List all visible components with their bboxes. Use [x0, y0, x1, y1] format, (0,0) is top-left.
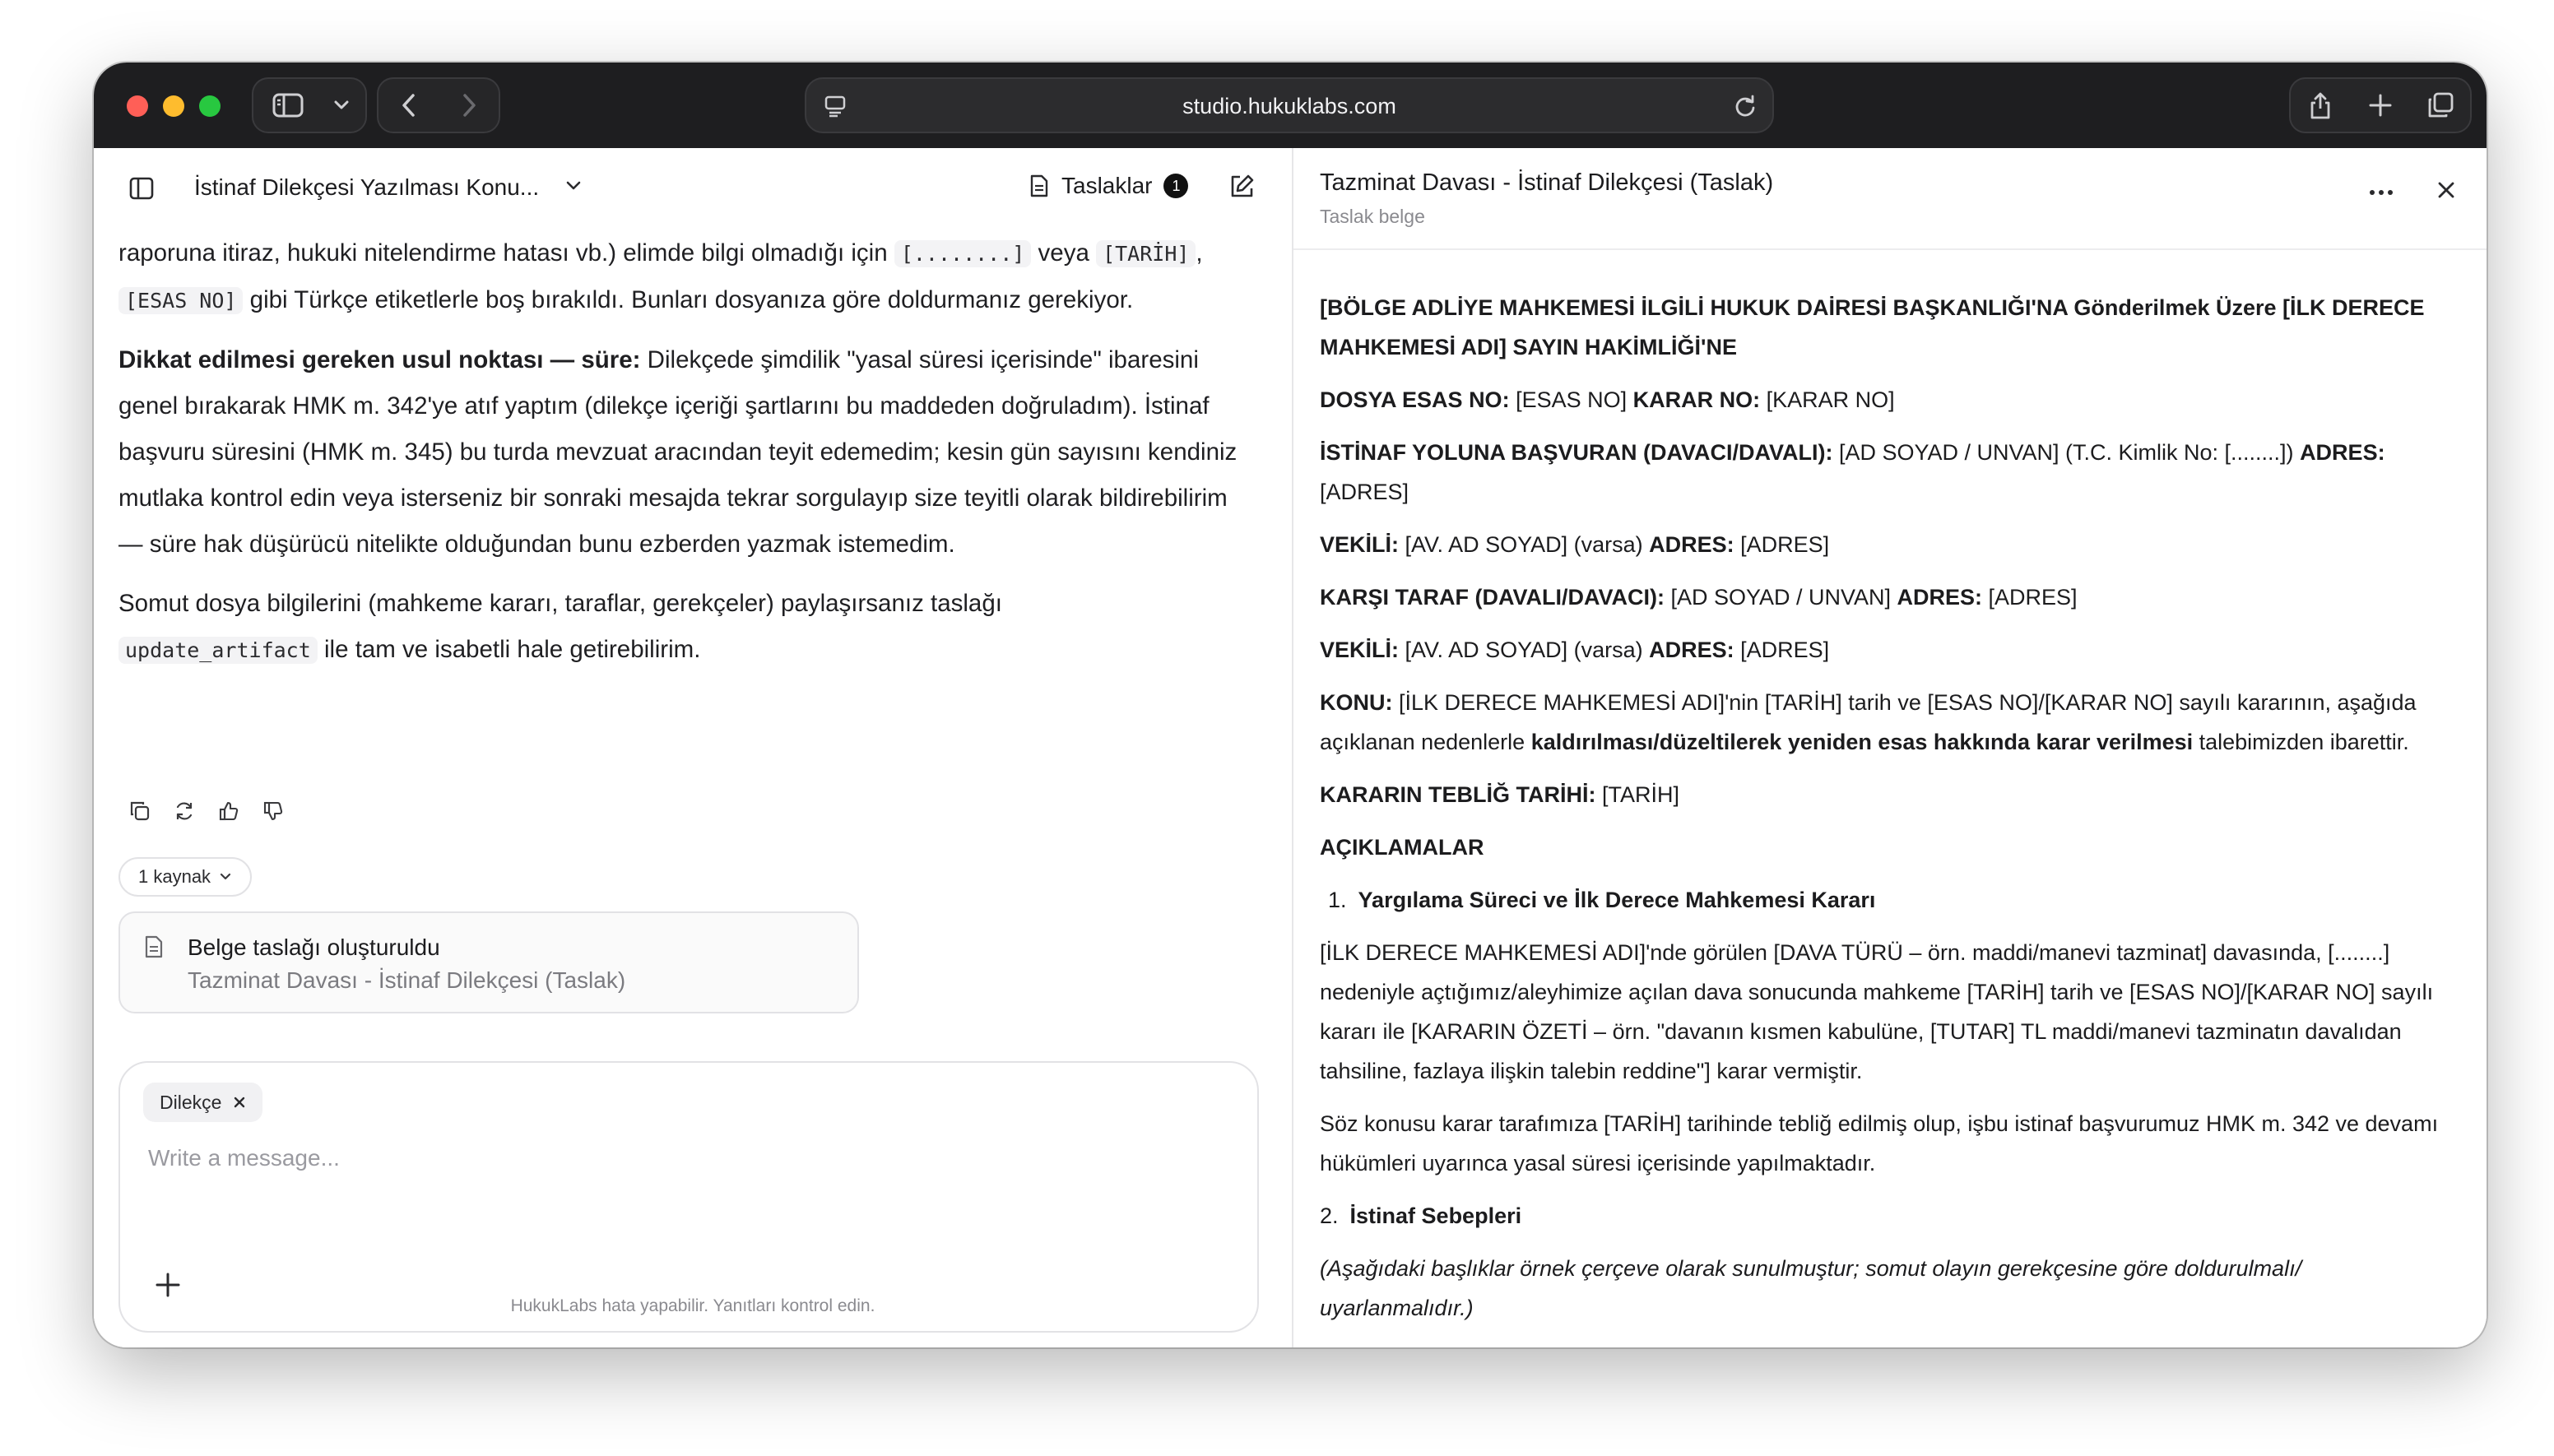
history-nav-group — [377, 77, 500, 133]
message-text: veya — [1031, 239, 1097, 267]
doc-bold-text: kaldırılması/düzeltilerek yeniden esas hakkında karar verilmesi — [1530, 730, 2194, 754]
attached-tag — [143, 1083, 262, 1122]
doc-heading: [BÖLGE ADLİYE MAHKEMESİ İLGİLİ HUKUK DAİRESİ BAŞKANLIĞI'NA Gönderilmek Üzere [İLK DERECE MAHKEMESİ ADI] SAYIN HAKİMLİĞİ'NE — [1320, 295, 2425, 359]
tab-overview-icon[interactable] — [2416, 81, 2465, 130]
list-title: İstinaf Sebepleri — [1349, 1203, 1522, 1228]
regenerate-icon[interactable] — [171, 798, 197, 824]
message-paragraph — [118, 581, 1246, 674]
window-actions-group — [2289, 77, 2472, 133]
chat-panel — [94, 148, 1292, 1347]
message-text: , — [1196, 239, 1203, 267]
artifact-card-title: Belge taslağı oluşturuldu — [188, 934, 440, 960]
message-input[interactable]: Write a message... — [148, 1145, 340, 1171]
doc-label: KARAR NO: — [1632, 387, 1761, 412]
doc-line — [1320, 775, 2447, 814]
doc-label: ADRES: — [2300, 440, 2385, 465]
minimize-window-button[interactable] — [163, 95, 184, 117]
doc-line — [1320, 630, 2447, 670]
drafts-button[interactable] — [1029, 173, 1188, 199]
doc-line — [1320, 577, 2447, 617]
doc-line — [1320, 380, 2447, 420]
list-title: Yargılama Süreci ve İlk Derece Mahkemesi Kararı — [1358, 888, 1876, 912]
document-header — [1293, 148, 2487, 250]
doc-line — [1320, 525, 2447, 564]
doc-value: [İLK DERECE MAHKEMESİ ADI]'nin [TARİH] tarih ve [ESAS NO]/[KARAR NO] sayılı kararının, aşağıda açıklanan nedenlerle — [1320, 690, 2417, 754]
doc-value: [ADRES] — [1734, 638, 1830, 662]
doc-value: [TARİH] — [1595, 782, 1679, 807]
sidebar-toggle-icon[interactable] — [128, 176, 155, 205]
sources-label: 1 kaynak — [138, 866, 211, 887]
doc-value: [KARAR NO] — [1760, 387, 1895, 412]
add-attachment-icon[interactable] — [151, 1268, 184, 1301]
doc-label: ADRES: — [1649, 532, 1734, 557]
browser-window — [94, 63, 2487, 1347]
doc-label: VEKİLİ: — [1320, 638, 1400, 662]
inline-code: [TARİH] — [1096, 240, 1196, 267]
conversation-title[interactable]: İstinaf Dilekçesi Yazılması Konu... — [194, 174, 540, 200]
browser-toolbar — [94, 63, 2487, 148]
document-icon — [143, 934, 165, 963]
message-bold-text: Dikkat edilmesi gereken usul noktası — süre: — [118, 346, 641, 373]
zoom-window-button[interactable] — [199, 95, 221, 117]
doc-value: [AD SOYAD / UNVAN] (T.C. Kimlik No: [........]) — [1832, 440, 2301, 465]
reload-icon[interactable] — [1733, 94, 1758, 123]
doc-section-heading: AÇIKLAMALAR — [1320, 835, 1484, 860]
message-text: raporuna itiraz, hukuki nitelendirme hatası vb.) elimde bilgi olmadığı için — [118, 239, 894, 267]
document-icon — [1029, 174, 1050, 198]
doc-value: [ESAS NO] — [1509, 387, 1633, 412]
more-options-icon[interactable] — [2368, 186, 2394, 201]
copy-icon[interactable] — [127, 798, 153, 824]
drafts-count-badge: 1 — [1163, 174, 1188, 198]
disclaimer-text: HukukLabs hata yapabilir. Yanıtları kontrol edin. — [510, 1296, 875, 1315]
doc-value: [ADRES] — [1982, 585, 2078, 610]
document-panel — [1293, 148, 2487, 1347]
new-chat-edit-icon[interactable] — [1228, 173, 1256, 205]
doc-label: KONU: — [1320, 690, 1393, 715]
thumbs-up-icon[interactable] — [216, 798, 242, 824]
doc-label: VEKİLİ: — [1320, 532, 1400, 557]
doc-italic-note: (Aşağıdaki başlıklar örnek çerçeve olarak sunulmuştur; somut olayın gerekçesine göre doldurulmalı/ uyarlanmalıdır.) — [1320, 1256, 2302, 1320]
doc-numbered-heading — [1320, 1196, 2447, 1236]
doc-label: DOSYA ESAS NO: — [1320, 387, 1510, 412]
sidebar-toggle-group — [252, 77, 367, 133]
document-title: Tazminat Davası - İstinaf Dilekçesi (Taslak) — [1320, 169, 1774, 196]
back-arrow-icon[interactable] — [378, 79, 439, 132]
chevron-down-icon[interactable] — [323, 79, 360, 132]
doc-line — [1320, 433, 2447, 512]
doc-paragraph: Söz konusu karar tarafımıza [TARİH] tarihinde tebliğ edilmiş olup, işbu istinaf başvurumuz HMK m. 342 ve devamı hükümleri uyarınca yasal süresi içerisinde yapılmaktadır. — [1320, 1111, 2439, 1175]
doc-numbered-heading — [1320, 880, 2447, 920]
forward-arrow-icon[interactable] — [439, 79, 499, 132]
thumbs-down-icon[interactable] — [260, 798, 286, 824]
doc-label: KARŞI TARAF (DAVALI/DAVACI): — [1320, 585, 1665, 610]
doc-note — [1320, 1249, 2447, 1328]
doc-value: [ADRES] — [1320, 480, 1409, 504]
doc-value: [AV. AD SOYAD] (varsa) — [1399, 532, 1650, 557]
share-icon[interactable] — [2296, 81, 2345, 130]
sources-toggle[interactable] — [118, 857, 252, 897]
doc-value: [ADRES] — [1734, 532, 1830, 557]
message-actions — [127, 798, 286, 824]
inline-code: [........] — [894, 240, 1032, 267]
message-text: ile tam ve isabetli hale getirebilirim. — [317, 636, 701, 663]
remove-tag-icon[interactable] — [233, 1096, 246, 1109]
doc-paragraph: [İLK DERECE MAHKEMESİ ADI]'nde görülen [DAVA TÜRÜ – örn. maddi/manevi tazminat] davasında, [........] nedeniyle açtığımız/aleyhimize açılan dava sonucunda mahkeme [TARİH] tarih ve [ESAS NO]/[KARAR NO] sayılı kararı ile [KARARIN ÖZETİ – örn. "davanın kısmen kabulüne, [TUTAR] TL maddi/manevi tazminatın davalıdan tahsiline, fazlaya ilişkin talebin reddine"] karar vermiştir. — [1320, 940, 2434, 1083]
drafts-label: Taslaklar — [1061, 173, 1153, 198]
message-text: gibi Türkçe etiketlerle boş bırakıldı. Bunları dosyanıza göre doldurmanız gerekiyor. — [243, 286, 1134, 313]
message-text: Somut dosya bilgilerini (mahkeme kararı, taraflar, gerekçeler) paylaşırsanız taslağı — [118, 590, 1002, 617]
tag-label: Dilekçe — [160, 1091, 222, 1113]
doc-line — [1320, 683, 2447, 762]
list-number: 1. — [1328, 888, 1347, 912]
close-window-button[interactable] — [127, 95, 148, 117]
doc-value: [AD SOYAD / UNVAN] — [1664, 585, 1897, 610]
inline-code: update_artifact — [118, 637, 318, 664]
inline-code: [ESAS NO] — [118, 287, 243, 314]
list-number: 2. — [1320, 1203, 1339, 1228]
doc-label: İSTİNAF YOLUNA BAŞVURAN (DAVACI/DAVALI): — [1320, 440, 1833, 465]
document-body — [1320, 288, 2447, 1341]
address-bar[interactable] — [805, 77, 1774, 133]
message-composer — [118, 1061, 1259, 1333]
doc-label: KARARIN TEBLİĞ TARİHİ: — [1320, 782, 1596, 807]
document-subtitle: Taslak belge — [1320, 206, 1425, 227]
assistant-message — [118, 230, 1246, 687]
message-paragraph — [118, 337, 1246, 568]
message-paragraph — [118, 230, 1246, 324]
artifact-card[interactable] — [118, 911, 859, 1013]
sidebar-icon[interactable] — [253, 79, 323, 132]
chevron-down-icon — [219, 872, 232, 882]
doc-value: talebimizden ibarettir. — [2193, 730, 2409, 754]
chevron-down-icon[interactable] — [564, 179, 583, 197]
doc-label: ADRES: — [1897, 585, 1983, 610]
doc-label: ADRES: — [1649, 638, 1734, 662]
url-text: studio.hukuklabs.com — [1182, 94, 1396, 118]
doc-value: [AV. AD SOYAD] (varsa) — [1399, 638, 1650, 662]
close-icon[interactable] — [2436, 179, 2457, 205]
artifact-card-subtitle: Tazminat Davası - İstinaf Dilekçesi (Taslak) — [188, 967, 626, 993]
message-text: Dilekçede şimdilik "yasal süresi içerisinde" ibaresini genel bırakarak HMK m. 342'ye atıf yaptım (dilekçe içeriği şartlarını bu maddeden doğruladım). İstinaf başvuru süresini (HMK m. 345) bu turda mevzuat aracından teyit edemedim; kesin gün sayısını kendiniz mutlaka kontrol edin veya isterseniz bir sonraki mesajda tekrar sorgulayıp size teyitli olarak bildirebilirim — süre hak düşürücü nitelikte olduğundan bunu ezberden yazmak istemedim. — [118, 346, 1238, 558]
new-tab-icon[interactable] — [2356, 81, 2405, 130]
